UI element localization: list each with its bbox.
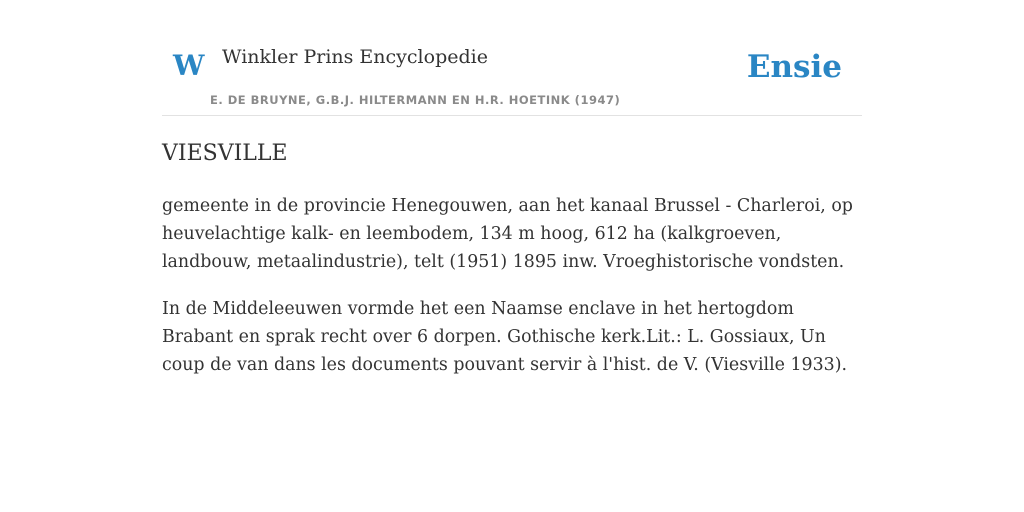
winkler-prins-logo-icon[interactable]: W bbox=[173, 49, 205, 82]
source-authors: E. DE BRUYNE, G.B.J. HILTERMANN EN H.R. HOETINK (1947) bbox=[210, 93, 621, 107]
entry-title: VIESVILLE bbox=[162, 141, 288, 166]
source-header bbox=[162, 0, 862, 116]
page-content bbox=[162, 0, 862, 375]
ensie-logo[interactable]: Ensie bbox=[746, 49, 842, 85]
entry-paragraph: In de Middeleeuwen vormde het een Naamse enclave in het hertogdom Brabant en sprak recht over 6 dorpen. Gothische kerk.Lit.: L. Gossiaux, Un coup de van dans les documents pouvant servir à l'hist. de V. (Viesville 1933). bbox=[162, 299, 848, 375]
entry-paragraph: gemeente in de provincie Henegouwen, aan het kanaal Brussel - Charleroi, op heuvelachtige kalk- en leembodem, 134 m hoog, 612 ha (kalkgroeven, landbouw, metaalindustrie), telt (1951) 1895 inw. Vroeghistorische vondsten. bbox=[162, 196, 853, 272]
source-title[interactable]: Winkler Prins Encyclopedie bbox=[222, 46, 488, 68]
